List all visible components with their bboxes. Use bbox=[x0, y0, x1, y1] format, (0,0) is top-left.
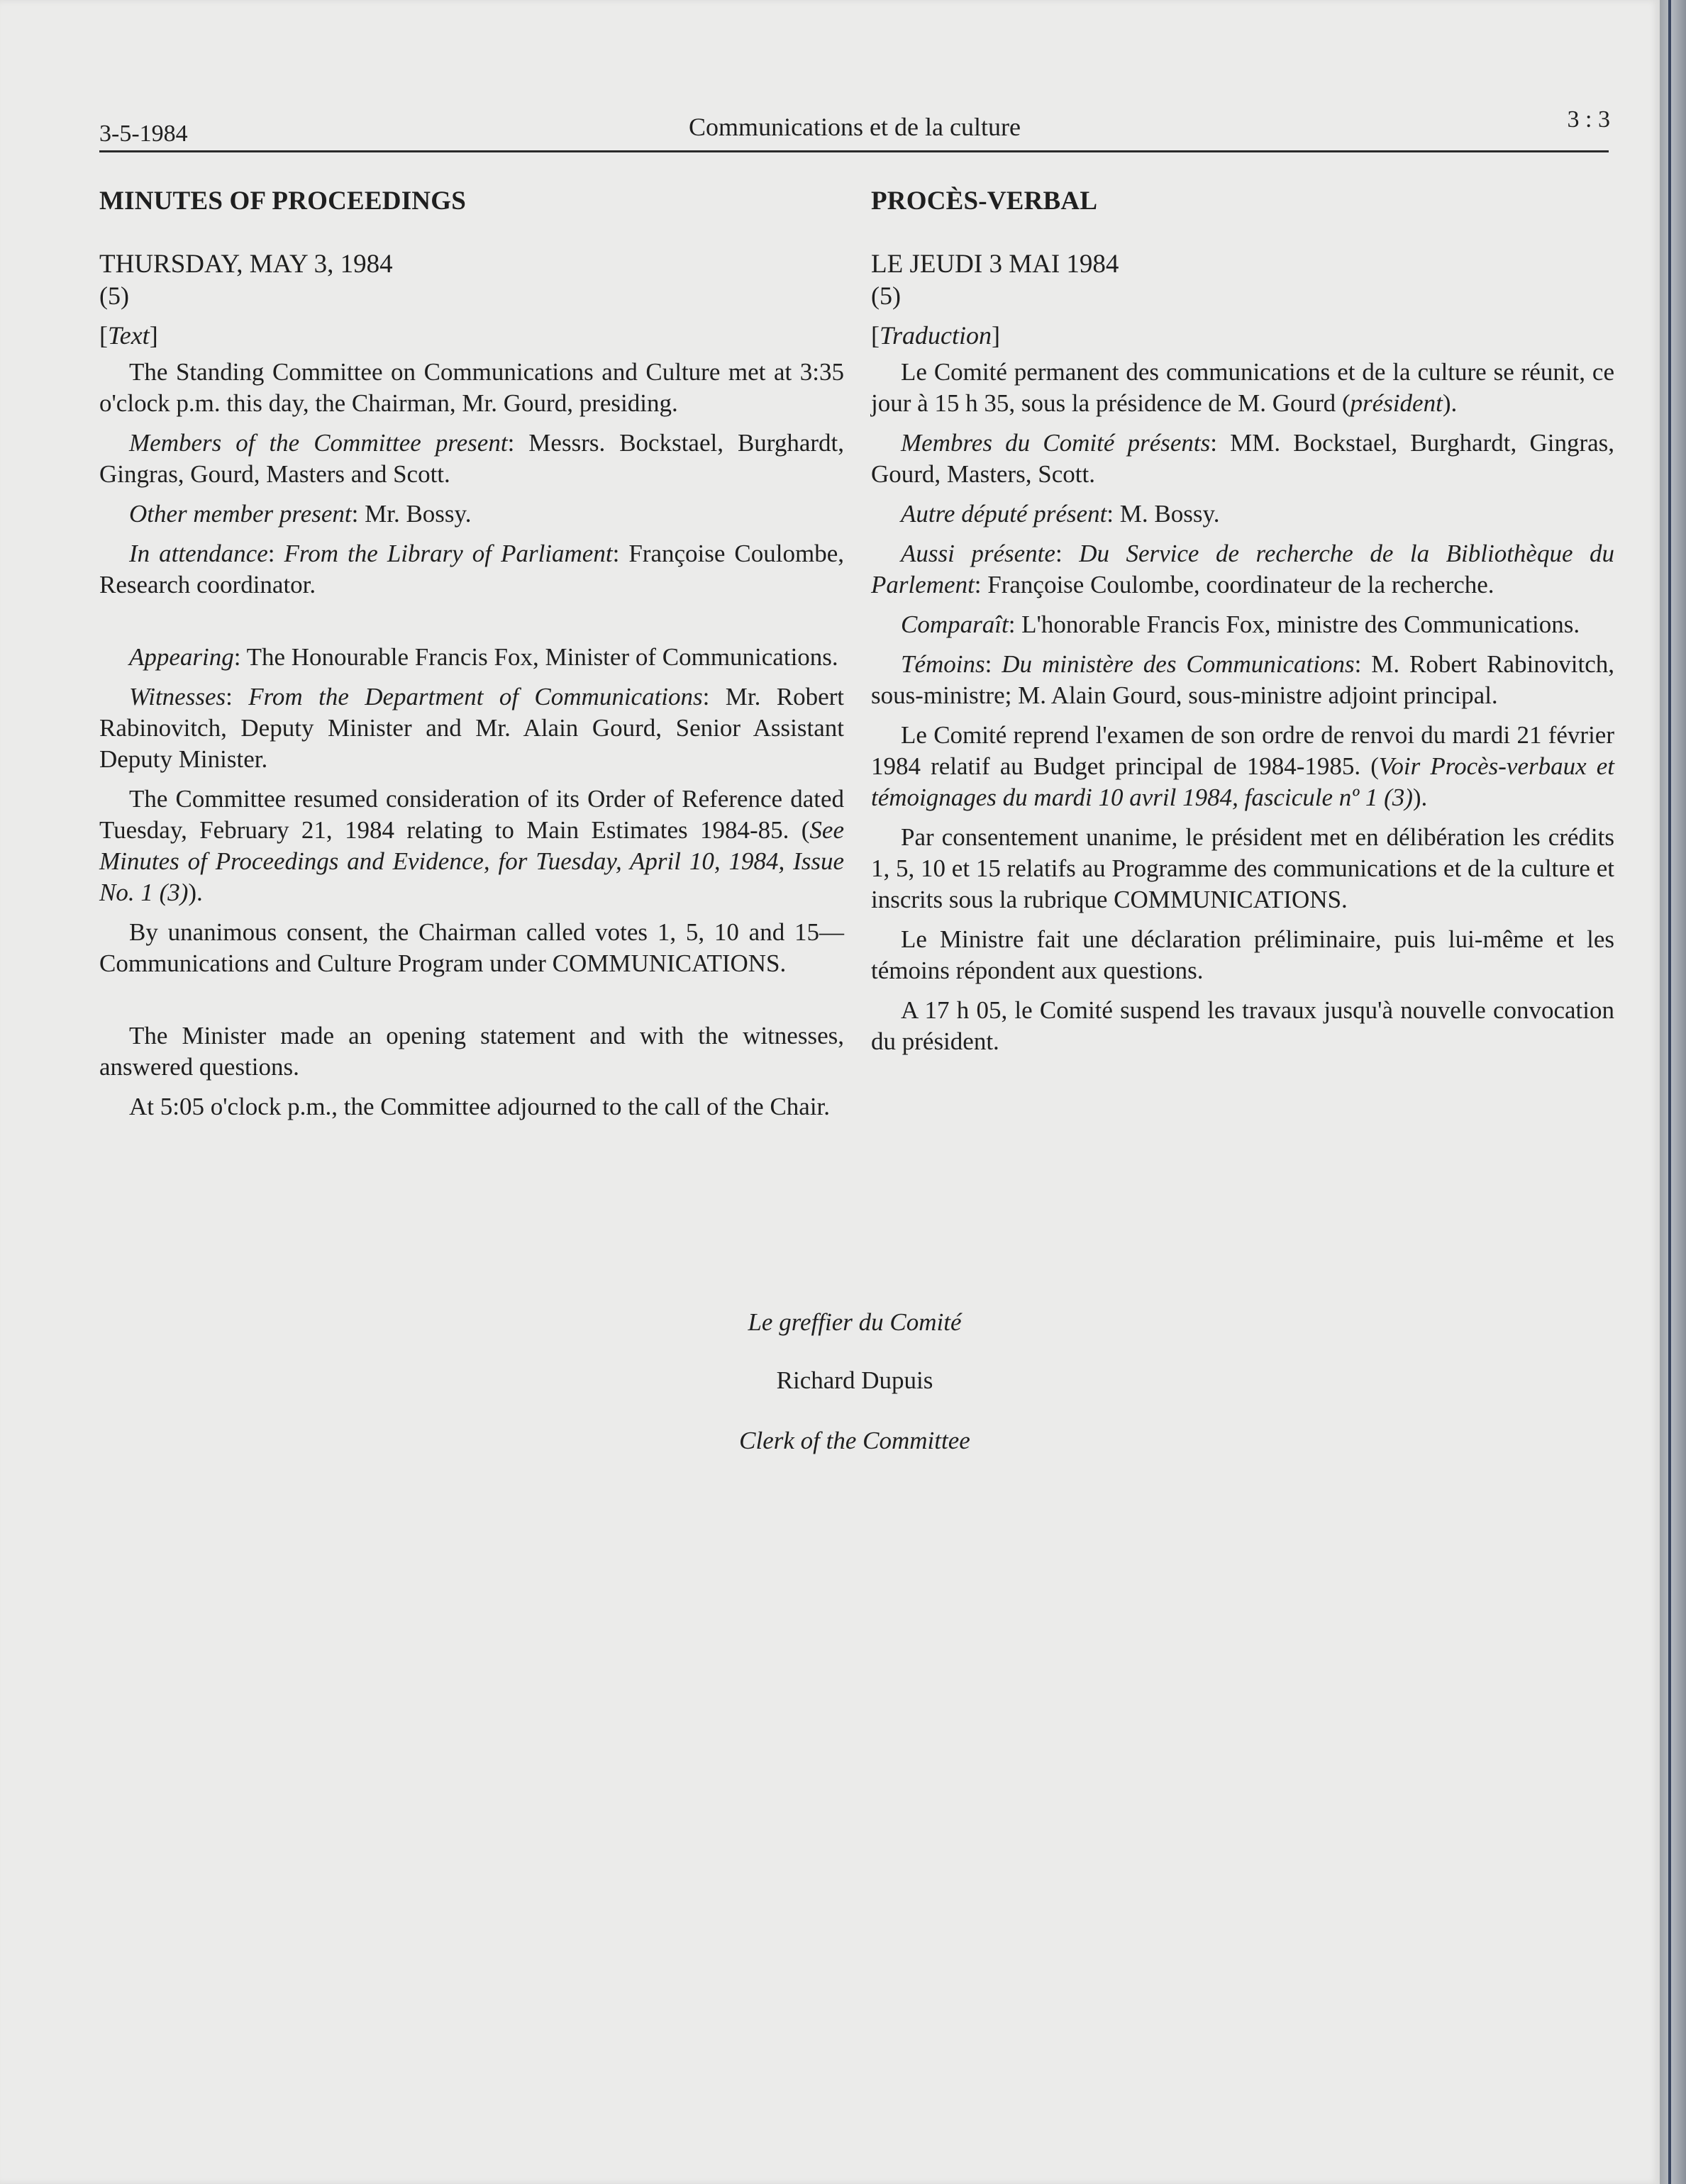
french-column bbox=[871, 186, 1614, 1066]
french-members-present: Membres du Comité présents: MM. Bockstael, Burghardt, Gingras, Gourd, Masters, Scott. bbox=[871, 429, 1615, 488]
english-votes: By unanimous consent, the Chairman called votes 1, 5, 10 and 15—Communications and Culture Program under COMMUNICATIONS. bbox=[99, 918, 844, 977]
french-order-of-reference: Le Comité reprend l'examen de son ordre de renvoi du mardi 21 février 1984 relatif au Budget principal de 1984-1985. (Voir Procès-verbaux et témoignages du mardi 10 avril 1984, fascicule nº 1 (3)). bbox=[871, 721, 1615, 811]
french-witnesses: Témoins: Du ministère des Communications: M. Robert Rabinovitch, sous-ministre; M. Alain Gourd, sous-ministre adjoint principal. bbox=[871, 650, 1614, 709]
english-witnesses: Witnesses: From the Department of Communications: Mr. Robert Rabinovitch, Deputy Minister and Mr. Alain Gourd, Senior Assistant Deputy Minister. bbox=[99, 683, 845, 773]
page-edge bbox=[1660, 0, 1686, 2184]
header-date: 3-5-1984 bbox=[99, 121, 188, 147]
french-translation-tag: [Traduction] bbox=[871, 321, 1001, 350]
french-number: (5) bbox=[871, 282, 901, 310]
english-adjourned: At 5:05 o'clock p.m., the Committee adjourned to the call of the Chair. bbox=[129, 1093, 831, 1120]
french-other-member: Autre député présent: M. Bossy. bbox=[901, 500, 1220, 528]
header-page-number: 3 : 3 bbox=[1567, 106, 1610, 133]
french-opening: Le Comité permanent des communications et de la culture se réunit, ce jour à 15 h 35, sous la présidence de M. Gourd (président). bbox=[871, 358, 1614, 417]
signature-name: Richard Dupuis bbox=[776, 1366, 933, 1394]
english-column bbox=[99, 186, 844, 1131]
signature-en-title: Clerk of the Committee bbox=[739, 1427, 970, 1454]
english-members-present: Members of the Committee present: Messrs. Bockstael, Burghardt, Gingras, Gourd, Masters and Scott. bbox=[99, 429, 844, 488]
english-other-member: Other member present: Mr. Bossy. bbox=[129, 500, 472, 528]
french-votes: Par consentement unanime, le président met en délibération les crédits 1, 5, 10 et 15 relatifs au Programme des communications et de la culture et inscrits sous la rubrique COMMUNICATIONS. bbox=[871, 823, 1614, 913]
french-date: LE JEUDI 3 MAI 1984 bbox=[871, 250, 1119, 279]
header-rule bbox=[99, 150, 1609, 152]
english-order-of-reference: The Committee resumed consideration of its Order of Reference dated Tuesday, February 21, 1984 relating to Main Estimates 1984-85. (See Minutes of Proceedings and Evidence, for Tuesday, April 10, 1984, Issue No. 1 (3)). bbox=[99, 785, 844, 906]
english-number: (5) bbox=[99, 282, 129, 310]
english-opening: The Standing Committee on Communications and Culture met at 3:35 o'clock p.m. this day, the Chairman, Mr. Gourd, presiding. bbox=[99, 358, 844, 417]
french-heading: PROCÈS-VERBAL bbox=[871, 186, 1098, 216]
english-date: THURSDAY, MAY 3, 1984 bbox=[99, 250, 393, 279]
french-appearing: Comparaît: L'honorable Francis Fox, ministre des Communications. bbox=[901, 611, 1580, 638]
french-adjourned: A 17 h 05, le Comité suspend les travaux jusqu'à nouvelle convocation du président. bbox=[871, 996, 1614, 1055]
binding-line bbox=[1668, 0, 1671, 2184]
french-minister-statement: Le Ministre fait une déclaration préliminaire, puis lui-même et les témoins répondent aux questions. bbox=[871, 925, 1614, 984]
english-appearing: Appearing: The Honourable Francis Fox, Minister of Communications. bbox=[129, 643, 838, 671]
page-header bbox=[99, 106, 1610, 156]
english-heading: MINUTES OF PROCEEDINGS bbox=[99, 186, 466, 216]
english-text-tag: [Text] bbox=[99, 321, 158, 350]
english-in-attendance: In attendance: From the Library of Parliament: Françoise Coulombe, Research coordinator. bbox=[99, 540, 844, 598]
signature-fr-title: Le greffier du Comité bbox=[748, 1308, 962, 1336]
english-minister-statement: The Minister made an opening statement and with the witnesses, answered questions. bbox=[99, 1022, 844, 1081]
french-in-attendance: Aussi présente: Du Service de recherche de la Bibliothèque du Parlement: Françoise Coulombe, coordinateur de la recherche. bbox=[871, 540, 1614, 598]
header-title: Communications et de la culture bbox=[689, 113, 1021, 141]
